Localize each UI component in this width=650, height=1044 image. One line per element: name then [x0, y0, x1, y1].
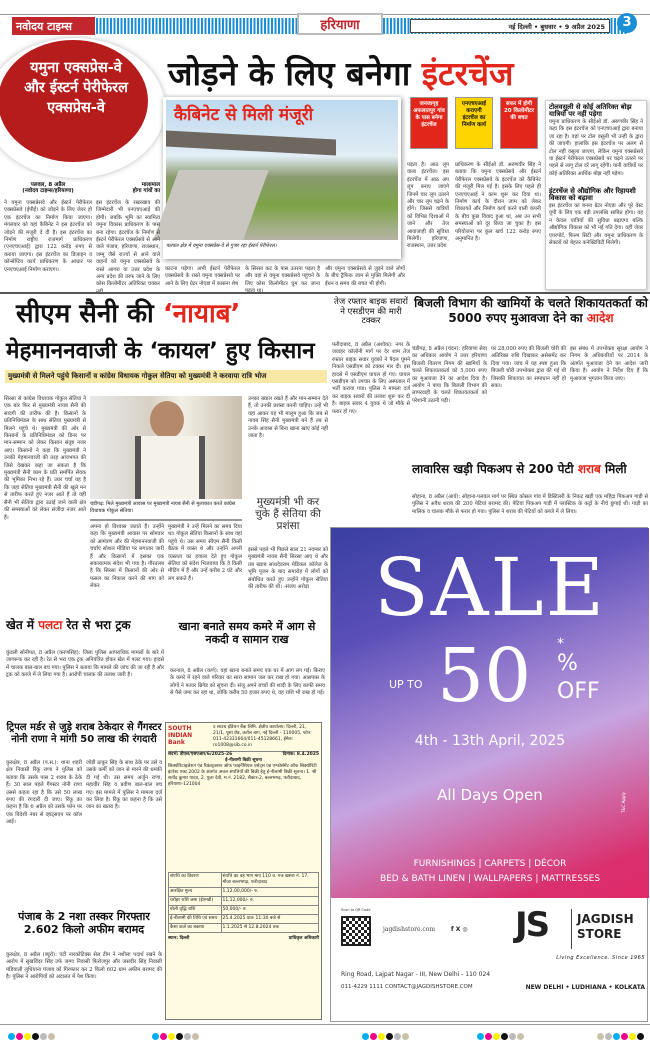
- cm-subheadline: मुख्यमंत्री से मिलने पहुंचे किसानों व कांग्रेस विधायक गोकुल सेतिया को मुख्यमंत्री ने करवाया रात्रि भोज: [5, 370, 327, 383]
- ad-tnc: T&C Apply: [621, 792, 626, 813]
- side-box: [545, 100, 647, 290]
- truck-headline: खेत में पलटा रेत से भरा ट्रक: [6, 618, 131, 632]
- ad-percent: 50: [437, 633, 532, 719]
- dateline: पलवल, 8 अप्रैल (नवोदय टाइम्स/हरियाणा): [22, 182, 74, 195]
- ad-off: OFF: [557, 679, 600, 704]
- notice-row: [169, 915, 319, 924]
- notice-cell-value: 50,000/- रु.: [221, 906, 319, 915]
- brand-name-1: JAGDISH: [577, 912, 634, 926]
- notice-cell-label: बोली वृद्धि राशि: [169, 906, 222, 915]
- power-body-1: चंडीगढ़, 8 अप्रैल (चंदन): हरियाणा सेवा का अधिकार आयोग ने उत्तर हरियाणा बिजली वितरण निगम की खामियों के चलते शिकायतकर्ता को 5,000 रुपए का मुआवजा देने का आदेश दिया है। आयोग ने पाया कि बिजली विभाग की लापरवाही के चलते शिकायतकर्ता को परेशानी उठानी पड़ी।: [412, 346, 488, 404]
- store-address: Ring Road, Lajpat Nagar - III, New Delhi - 110 024: [341, 971, 491, 978]
- cm-box-heading: मुख्यमंत्री भी कर चुके हैं सेतिया की प्रशंसा: [255, 496, 321, 532]
- lead-body-5: और यमुना एक्सप्रेसवे से जुड़ने वाले लोगों के बीच ट्रैफिक जाम से मुक्ति मिलेगी और ईंधन व समय की बचत भी होगी।: [325, 266, 405, 287]
- color-bar-3: [362, 1025, 410, 1044]
- notice-cell-label: धरोहर राशि जमा (ईएमडी): [169, 897, 222, 906]
- notice-cell-label: कैसा कर्ज का बकाया: [169, 924, 222, 933]
- notice-signatory: प्राधिकृत अधिकारी: [288, 936, 319, 941]
- fire-body: करनाल, 8 अप्रैल (कर्ण): यहां खाना बनाते समय एक घर में आग लग गई। किराए के कमरे में रहने वाले परिवार का सारा सामान जल कर राख हो गया। आसपास के लोगों ने फायर ब्रिगेड को सूचना दी। संजू अपने बच्चों की शादी के लिए काफी समय से पैसे जमा कर रहा था, जोकि करीब 50 हजार रुपए थे, वह राशि भी राख हो गई।: [170, 668, 325, 697]
- cm-body-1: सिरसा से कांग्रेस विधायक गोकुल सेतिया ने एक बार फिर से मुख्यमंत्री नायब सैनी की सादगी की तारीफ की है। किसानों के प्रतिनिधिमंडल के साथ सेतिया मुख्यमंत्री से मिलने पहुंचे थे। मुख्यमंत्री की ओर से किसानों के प्रतिनिधिमंडल को डिनर पर मान-सम्मान को लेकर किसान संतुष्ट नजर आए। किसानों ने कहा कि मुख्यमंत्री ने उनकी मेहमानवाजी की तरह आवभगत की जिसे देखकर कहा जा सकता है कि मुख्यमंत्री सैनी काम के प्रति समर्पित सेवक की भूमिका निभा रहे हैं। उधर चर्चा यह है कि जहां सेतिया मुख्यमंत्री सैनी की खुले मन से तारीफ करते हुए नजर आते हैं तो वहीं सैनी भी सेतिया द्वारा उठाई जाने वाली क्षेत्र की समस्याओं को लेकर संजीदा नजर आते हैं।: [4, 396, 86, 521]
- ad-dates: 4th - 13th April, 2025: [414, 733, 566, 749]
- date-line: नई दिल्ली • बुधवार • 9 अप्रैल 2025: [410, 19, 610, 33]
- circle-kicker: यमुना एक्सप्रेस-वे और ईस्टर्न पेरीफेरल एक्सप्रेस-वे: [0, 40, 148, 162]
- notice-date: दिनांक: 8.4.2025: [282, 752, 319, 757]
- section-title: हरियाणा: [297, 13, 383, 35]
- bank-auction-notice: [165, 722, 322, 1020]
- punjab-body: कुरुक्षेत्र, 8 अप्रैल (ब्यूरो): एंटी नारकोटिक्स सेल टीम ने नशीला पदार्थ रखने के आरोप में सुखविंदर सिंह उर्फ जग्गा निवासी फिरोजपुर और जसवीर सिंह निवासी मंडियाली लुधियाना पंजाब को गिरफ्तार कर 2 किलो 602 ग्राम अफीम बरामद की है। पुलिस ने आरोपियों को अदालत में पेश किया।: [6, 952, 162, 981]
- bank-address: द साउथ इंडियन बैंक लिमि. क्षेत्रीय कार्यालय: दिल्ली, 21, 21/1, पूसा रोड, करोल बाग, नई दिल्ली - 110005, फोन: 011-42331664/011-45128661, ईमेल: ro1008@sib.co.in: [213, 725, 312, 748]
- qr-label: Scan to QR Code: [341, 908, 371, 912]
- power-headline: बिजली विभाग की खामियों के चलते शिकायतकर्ता को 5000 रुपए मुआवजा देने का आदेश: [414, 296, 648, 325]
- notice-cell-value: संपत्ति का वह भाग माप 110 व. गज खसरा नं. 17, मौजा बल्लभगढ़, फरीदाबाद: [221, 873, 319, 888]
- lead-body-1: ने यमुना एक्सप्रेसवे और ईस्टर्न पेरीफेरल एक्सप्रेसवे (ईपीई) को जोड़ने के लिए जेवर हो एक इंटरचेंज का निर्माण किया जाएगा। मंगलवार को यहां कैबिनेट ने इस इंटरचेंज को जोड़ने की मंजूरी दे दी है। इस इंटरचेंज का निर्माण राष्ट्रीय राजमार्ग प्राधिकरण (एनएचएआई) द्वारा 122 करोड़ रुपए से कराया जाएगा। इस इंटरचेंज का डिजाइन व कॉन्सेप्टिव कार्य प्राधिकरण के आधार पर एनएचएआई निर्माण कराएगा।: [4, 200, 92, 273]
- lead-body-7: प्राधिकरण के सीईओ डॉ. अरुणवीर सिंह ने बताया कि यमुना एक्सप्रेसवे और ईस्टर्न पेरीफेरल एक्सप्रेसवे के इंटरचेंज को कैबिनेट की मंजूरी मिल गई है। इसके लिए पहले ही एनएचएआई ने काम शुरू कर दिया था। निर्माण कार्य के दौरान जाम को लेकर शिकायतें और निर्माण कार्य करने वाली कंपनी के बीच कुछ विवाद हुआ था, अब उन सभी समस्याओं को दूर किया जा चुका है। इस परियोजना पर कुल खर्च 122 करोड़ रुपए अनुमानित है।: [455, 162, 541, 243]
- fire-headline: खाना बनाते समय कमरे में आग से नकदी व सामान राख: [178, 620, 316, 646]
- lead-photo-frame: [163, 97, 401, 259]
- brand-tagline: Living Excellence. Since 1965: [556, 955, 645, 961]
- lead-headline: जोड़ने के लिए बनेगा इंटरचेंज: [168, 54, 514, 93]
- liquor-body: सोहाना, 8 अप्रैल (आर्य): सोहाना-पलवल मार्ग पर स्थित कोसल गांव में डिस्टिलरी के निकट खड़ी एक महिंद्रा पिकअप गाड़ी से पुलिस ने अवैध शराब की 200 पेटियां बरामद की। पेटियां पिकअप गाड़ी में प्लास्टिक के कट्टों के नीचे छुपाई थी। गाड़ी का मालिक व चालक मौके से फरार हो गया। पुलिस ने शराब की पेटियों को कब्जे में ले लिया।: [412, 494, 648, 515]
- cm-body-4: उनका ख्याल रखते हैं और मान-सम्मान देते हैं, तो उनकी प्रशंसा करनी चाहिए। उन्हें भी यहां आकर यह भी मालूम हुआ कि जब से नायब सिंह सैनी मुख्यमंत्री बने हैं तब से उनके आवास से बिना खाना खाए कोई नहीं जाता है।: [248, 396, 328, 440]
- js-logo: JS: [515, 905, 549, 945]
- qr-code[interactable]: [341, 916, 371, 946]
- side-heading-2: इंटरचेंज से औद्योगिक और रिहायशी विकास को बढ़ावा: [549, 186, 636, 203]
- bike-headline: तेज रफ्तार बाइक सवारों ने एसडीएम की मारी टक्कर: [334, 297, 408, 326]
- side-heading-1: टोलवसूली से कोई अतिरिक्त बोझ यात्रियों पर नहीं पड़ेगा: [549, 103, 632, 119]
- brand-name-2: STORE: [577, 927, 622, 941]
- notice-cell-value: 1,12,00,000/- रु.: [221, 888, 319, 897]
- lead-body-2: इस इंटरचेंज के रखरखाव की जिम्मेदारी भी एनएचएआई की होगी। जबकि भूमि का स्वामित्व यमुना विकास प्राधिकरण के पास बना रहेगा। इंटरचेंज के निर्माण से ईस्टर्न पेरीफेरल एक्सप्रेसवे से आने वाले पंजाब, हरियाणा, राजस्थान, जम्मू जैसे राज्यों से आने वाले वाहनों को यमुना एक्सप्रेसवे के रास्ते आगरा या उत्तर प्रदेश के अन्य प्रदेश की तरफ जाने के लिए कोस किलोमीटर अतिरिक्त चक्कर: [96, 200, 160, 288]
- cm-body-3: मुख्यमंत्री ने उन्हें मिलने का समय दिया था। गोकुल सेतिया किसानों के साथ वहां पहुंचे थे। उस समय सीएम सैनी किसी बैठक में व्यस्त थे और उन्होंने अपनी व्यस्तता का हवाला देते हुए गोकुल सेतिया को संदेश भिजवाया कि वे किसी मीटिंग में हैं और उन्हें करीब 2 घंटे और लग सकते हैं।: [168, 524, 242, 582]
- ad-categories-2: BED & BATH LINEN | WALLPAPERS | MATTRESSES: [379, 874, 601, 884]
- notice-ref: संदर्भ: डीएल/एसएआर/6/2025-26: [168, 752, 233, 757]
- lead-body-3: काटना पड़ेगा। अभी ईस्टर्न पेरीफेरल एक्सप्रेसवे के रास्ते यमुना एक्सप्रेसवे पर आने के लिए ग्रेटर नोएडा में कासना शेष: [165, 266, 240, 287]
- color-bar-2: [152, 1025, 200, 1044]
- side-body-2: इस इंटरचेंज का बनना ग्रेटर नोएडा और पूरे वेस्ट यूपी के लिए एक बड़ी उपलब्धि साबित होगा। यह न केवल यात्रियों की सुविधा बढ़ाएगा बल्कि औद्योगिक विकास को भी नई गति देगा। वहीं जेवर एयरपोर्ट, फिल्म सिटी और यमुना प्राधिकरण के सेक्टरों को बेहतर कनेक्टिविटी मिलेगी।: [549, 202, 643, 246]
- notice-row: [169, 897, 319, 906]
- cm-body-2: अपना हो विश्वास जताते हैं। उन्होंने कहा कि मुख्यमंत्री आवास पर सोमवार को आमंत्रण और की मेहमाननवाजी की चर्चाएं सोशल मीडिया पर लगातार जारी हैं और किसानों में इसका एक सकारात्मक संदेश भी गया है। गौरतलब है कि सिरसा में किसानों की ओर से फसल का निकाल करने की मांग को लेकर: [90, 524, 164, 590]
- rule: [90, 519, 242, 521]
- bank-logo: SOUTH INDIAN Bank: [168, 725, 193, 746]
- color-bar-4: [477, 1025, 525, 1044]
- color-bar-left: [8, 1025, 56, 1044]
- page-number: 3: [617, 13, 637, 33]
- notice-cell-value: 1.1.2025 से 12.8.2024 तक: [221, 924, 319, 933]
- fact-box-3: सफर में होगी 20 किलोमीटर की बचत: [500, 97, 538, 149]
- flyover-photo: [166, 100, 398, 240]
- notice-table: [168, 872, 319, 933]
- gang-body-2: जोड़ी ठाकुर सिंह के साथ ठेके पर उसे व उसके कर्मी को जान से मारने की धमकी दी गई थी। उस समय अर्जुन राणा, महावीर सिंह व प्रवीण बाल-बाल बच गए। इस मामले में पुलिस ने मामला दर्ज कर लिया है। रिंकू का कहना है कि उसे जान का खतरा है।: [86, 760, 162, 811]
- notice-row: [169, 873, 319, 888]
- truck-body: कुंडली सोनीपत, 8 अप्रैल (करणसिंह): जिला पुलिस आपराधिक मामलों के बारे में जागरूक कर रही है। रेत से भरा एक ट्रक अनियंत्रित होकर खेत में पलट गया। हादसे में चालक बाल-बाल बच गया। पुलिस ने बताया कि मामले की जांच की जा रही है और ट्रक को कब्जे में ले लिया गया है। आरोपी चालक की तलाश जारी है।: [6, 650, 164, 679]
- logo: नवोदय टाइम्स: [12, 17, 95, 35]
- divider: [0, 292, 650, 294]
- subhead: मालामाल होगा गांवों का: [132, 182, 160, 195]
- ad-star: *: [557, 636, 564, 652]
- side-body-1: यमुना प्राधिकरण के सीईओ डॉ. अरुणवीर सिंह ने कहा कि इस इंटरचेंज को एनएचएआई द्वारा बनाया जा रहा है। वहां पर टोल वसूली भी उन्हीं के द्वारा की जाएगी। हालांकि इस इंटरचेंज पर अलग से टोल नहीं वसूला जाएगा, लेकिन यमुना एक्सप्रेसवे या ईस्टर्न पेरीफेरल एक्सप्रेसवे पर चढ़ने उतरने पर पहले से लागू टोल दरें लागू रहेंगी। यानी यात्रियों पर कोई अतिरिक्त आर्थिक बोझ नहीं पड़ेगा।: [549, 118, 643, 177]
- gang-headline: ट्रिपल मर्डर से जुड़े शराब ठेकेदार से गैंगस्टर नोनी राणा ने मांगी 50 लाख की रंगदारी: [6, 722, 162, 745]
- lead-body-6: पड़ता है। आठ लूप वाला इंटरचेंज। इस इंटरचेंज में आठ अप लूप बनाए जाएंगे जिनमें चार लूप उतरने और चार लूप चढ़ने के होंगे। जिससे यात्रियों को विभिन्न दिशाओं में जाने और तेज आवाजाही की सुविधा मिलेगी। हरियाणा, राजस्थान, उत्तर प्रदेश: [407, 162, 449, 250]
- ad-upto: UP TO: [389, 678, 423, 691]
- ad-sale: SALE: [373, 541, 607, 634]
- cm-headline-2: मेहमाननवाजी के ‘कायल’ हुए किसान: [6, 338, 315, 364]
- lead-body-4: के सिरसा कट के पास उतरना पड़ता है और वहां से यमुना एक्सप्रेसवे पहुंचने के लिए कोस किलोमीटर घूम कर जाना: [245, 266, 320, 287]
- notice-title: ई-नीलामी बिक्री सूचना: [225, 758, 262, 763]
- cm-box-body: इससे पहले भी पिछले साल 21 नवम्बर को मुख्यमंत्री नायब सैनी सिरसा आए थे और तब ख्वाब साधदेवराम मेडिकल कॉलेज के भूमि पूजन के बाद समारोह में लोगों को संबोधित करते हुए उन्होंने गोकुल सेतिया की तारीफ की थी। -संजय अरोड़ा: [248, 547, 328, 591]
- cm-headline-1: सीएम सैनी की ‘नायाब’: [16, 299, 241, 329]
- ad-open: All Days Open: [437, 786, 543, 804]
- notice-row: [169, 906, 319, 915]
- fact-box-1: जनजागृह अफलातपुर गांव के पास बनेगा इंटरचेंज: [410, 97, 448, 149]
- fact-box-2: एनएचएआई कराएगी इंटरचेंज का निर्माण कार्य: [455, 97, 493, 149]
- notice-cell-label: ई-नीलामी की तिथि एवं समय: [169, 915, 222, 924]
- cm-photo: [90, 396, 242, 499]
- power-body-2: पर 28,000 रुपए की बिजली चोरी की अतिरिक्त राशि दिखाकर असेसमेंट कर दिया गया। जांच में यह स्पष्ट हुआ कि बिजली चोरी उपभोक्ता द्वारा की गई थी जिसकी शिकायत का समाधान नहीं हो सका।: [491, 346, 566, 390]
- photo-caption: पलवल क्षेत्र में यमुना एक्सप्रेस-वे से गुजर रहा ईस्टर्न पेरीफेरल।: [166, 243, 277, 249]
- power-body-3: इस संबंध में उपभोक्ता सुरक्षा आयोग ने निगम के अधिकारियों पर 2014 के अंतर्गत मुआवजा देने का आदेश जारी किया है। आयोग ने निर्देश दिए हैं कि मुआवजा भुगतान किया जाए।: [570, 346, 648, 382]
- liquor-headline: लावारिस खड़ी पिकअप से 200 पेटी शराब मिली: [412, 462, 627, 476]
- bottom-crop-line: [0, 1024, 650, 1025]
- notice-cell-label: आरक्षित मूल्य: [169, 888, 222, 897]
- notice-cell-label: संपत्ति का विवरण: [169, 873, 222, 888]
- store-contact[interactable]: 011-4229 1111 CONTACT@JAGDISHSTORE.COM: [341, 984, 473, 990]
- jagdish-store-ad[interactable]: [330, 527, 648, 1022]
- cm-photo-caption: चंडीगढ़: मिले मुख्यमंत्री आवास पर मुख्यमंत्री नायब सैनी से मुलाकात करते कांग्रेस विधायक गोकुल सेतिया।: [90, 501, 236, 514]
- color-bar-right: [597, 1025, 645, 1044]
- ad-categories-1: FURNISHINGS | CARPETS | DÉCOR: [413, 859, 567, 869]
- social-icons[interactable]: f X ◎: [451, 926, 468, 933]
- notice-cell-value: 11,12,000/- रु.: [221, 897, 319, 906]
- ad-website[interactable]: jagdishstore.com: [383, 926, 436, 933]
- bike-body: फरीदाबाद, 8 अप्रैल (अशोक): नगर के जवाहर कॉलोनी मार्ग पर देर शाम तेज रफ्तार बाइक सवार युवकों ने पैदल घूमने निकले एसडीएम को टक्कर मार दी। इस हादसे में एसडीएम घायल हो गए। घायल एसडीएम को उपचार के लिए अस्पताल में भर्ती कराया गया। पुलिस ने मामला दर्ज कर बाइक सवारों की तलाश शुरू कर दी है। बाइक सवार 4 युवक थे जो मौके से फरार हो गए।: [332, 342, 410, 415]
- store-cities: NEW DELHI • LUDHIANA • KOLKATA: [525, 984, 645, 991]
- notice-row: [169, 888, 319, 897]
- punjab-headline: पंजाब के 2 नशा तस्कर गिरफ्तार 2.602 किलो अफीम बरामद: [18, 910, 150, 936]
- ad-percent-sign: %: [557, 651, 578, 676]
- notice-row: [169, 924, 319, 933]
- notice-cell-value: 25.4.2025 प्रातः 11:30 बजे से: [221, 915, 319, 924]
- photo-title: कैबिनेट से मिली मंजूरी: [174, 105, 314, 125]
- notice-body: सिक्योरिटाइजेशन एंड रिकंस्ट्रक्शन ऑफ फाइनेंशियल एसेट्स एंड एन्फोर्समेंट ऑफ सिक्योरिटी इंटरेस्ट एक्ट 2002 के अंतर्गत अचल संपत्तियों की बिक्री हेतु ई-नीलामी बिक्री सूचना। 1. श्री सत्येंद्र कुमार यादव, 2. पूजा देवी, म.नं. 2182, सैक्टर-2, बल्लभगढ़, फरीदाबाद, हरियाणा-121004: [168, 764, 317, 787]
- gang-body-1: कुरुक्षेत्र, 8 अप्रैल (प.स.): थाना शहरी क्षेत्र निवासी रिंकू राणा ने पुलिस को बताया कि उसके पास 2 शराब के ठेके हैं। 30 साल पहले गैंगस्टर नोनी राणा उससे कहता रहा है कि उसे 50 लाख रुपए की रंगदारी दी जाए। रिंकू का कहना है कि 6 अप्रैल को उसके फोन पर एक विदेशी नंबर से व्हाट्सएप पर कॉल आई।: [6, 760, 82, 826]
- notice-place: स्थान: दिल्ली: [168, 936, 190, 941]
